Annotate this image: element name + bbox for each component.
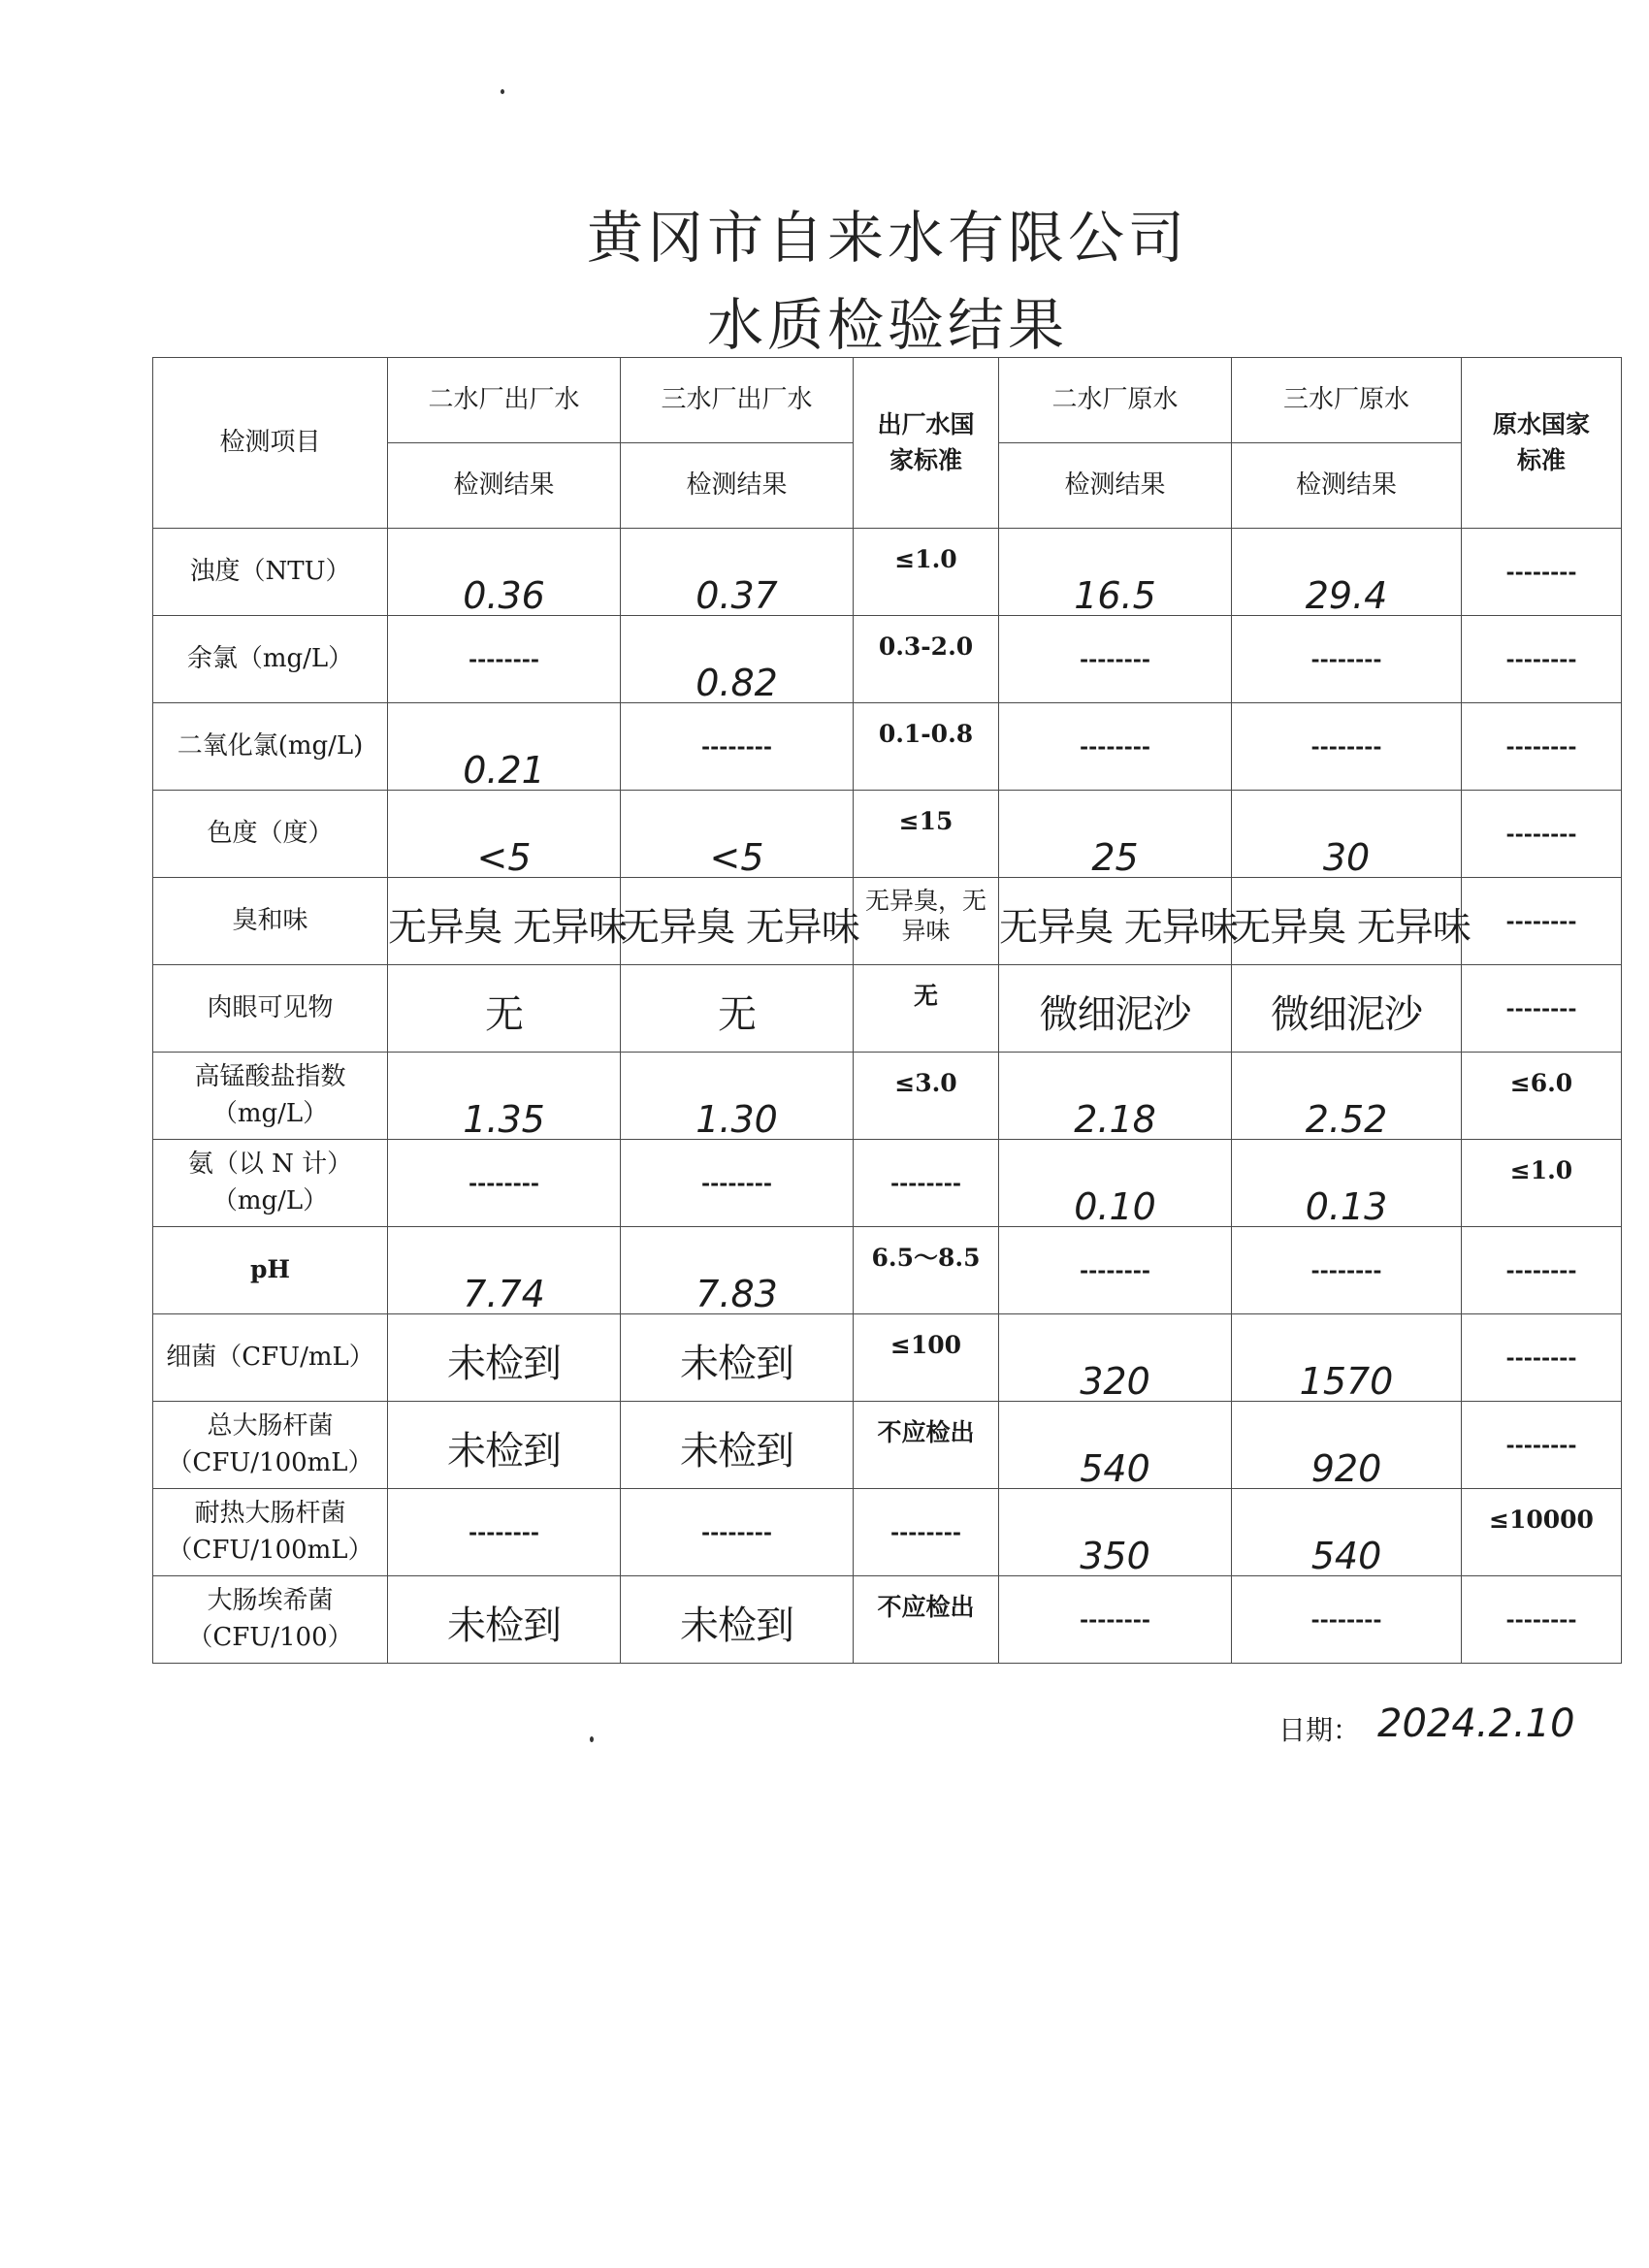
result-cell bbox=[1232, 1489, 1462, 1576]
value-cell bbox=[854, 1140, 999, 1227]
value-cell bbox=[621, 1140, 854, 1227]
table-row bbox=[153, 1576, 1622, 1664]
value-cell bbox=[1232, 616, 1462, 703]
water-quality-table bbox=[152, 357, 1622, 1664]
value-cell bbox=[621, 703, 854, 791]
result-cell bbox=[999, 965, 1232, 1053]
result-cell bbox=[388, 878, 627, 965]
standard-value: 不应检出 bbox=[877, 1418, 975, 1446]
result-cell bbox=[999, 529, 1232, 616]
result-cell bbox=[999, 1402, 1232, 1489]
value-cell bbox=[1462, 703, 1622, 791]
result-cell bbox=[388, 1053, 621, 1140]
handwritten-result: 未检到 bbox=[447, 1429, 561, 1474]
handwritten-result: 7.83 bbox=[695, 1273, 778, 1315]
result-cell bbox=[621, 1576, 854, 1664]
result-cell bbox=[999, 1053, 1232, 1140]
result-cell bbox=[621, 1314, 854, 1402]
handwritten-result: 0.13 bbox=[1305, 1185, 1388, 1228]
item-label-line: （mg/L） bbox=[211, 1185, 329, 1215]
handwritten-result: 540 bbox=[1080, 1447, 1150, 1490]
standard-cell bbox=[854, 1314, 999, 1402]
table-row bbox=[153, 616, 1622, 703]
value-cell bbox=[388, 616, 621, 703]
standard-value: 0.3-2.0 bbox=[878, 632, 974, 661]
standard-value: 6.5～8.5 bbox=[871, 1244, 981, 1272]
standard-cell bbox=[854, 1227, 999, 1314]
header-plant2-raw: 二水厂原水 bbox=[999, 358, 1232, 443]
report-subtitle: 水质检验结果 bbox=[706, 292, 1068, 358]
standard-cell bbox=[1462, 1140, 1622, 1227]
standard-cell bbox=[854, 529, 999, 616]
table-row bbox=[153, 791, 1622, 878]
standard-value: 0.1-0.8 bbox=[878, 720, 974, 748]
item-label-line: 浊度（NTU） bbox=[189, 556, 351, 586]
standard-cell bbox=[854, 878, 999, 965]
result-cell bbox=[999, 1489, 1232, 1576]
standard-cell bbox=[854, 616, 999, 703]
handwritten-result: 0.10 bbox=[1074, 1185, 1156, 1228]
standard-cell bbox=[854, 1402, 999, 1489]
result-cell bbox=[388, 529, 621, 616]
handwritten-result: <5 bbox=[476, 836, 532, 879]
handwritten-result: 未检到 bbox=[447, 1604, 561, 1648]
handwritten-result: 30 bbox=[1322, 836, 1371, 879]
empty-dash: -------- bbox=[1505, 1606, 1577, 1633]
header-out-standard: 出厂水国家标准 bbox=[854, 358, 999, 529]
handwritten-result: 920 bbox=[1310, 1447, 1382, 1490]
item-label bbox=[153, 965, 388, 1053]
handwritten-result: 320 bbox=[1080, 1360, 1150, 1403]
item-label bbox=[153, 1402, 388, 1489]
empty-dash: -------- bbox=[1505, 995, 1577, 1021]
item-label bbox=[153, 616, 388, 703]
value-cell bbox=[388, 1140, 621, 1227]
value-cell bbox=[1462, 878, 1622, 965]
item-label-line: 高锰酸盐指数 bbox=[194, 1061, 346, 1091]
value-cell bbox=[1462, 529, 1622, 616]
standard-value: 不应检出 bbox=[877, 1593, 975, 1621]
item-label-line: 大肠埃希菌 bbox=[207, 1585, 334, 1615]
empty-dash: -------- bbox=[1505, 908, 1577, 934]
value-cell bbox=[388, 1489, 621, 1576]
header-result: 检测结果 bbox=[621, 443, 854, 529]
result-cell bbox=[621, 1402, 854, 1489]
empty-dash: -------- bbox=[1505, 1345, 1577, 1371]
standard-value: ≤100 bbox=[889, 1331, 962, 1359]
empty-dash: -------- bbox=[1079, 1606, 1151, 1633]
result-cell bbox=[388, 1576, 621, 1664]
standard-value: ≤6.0 bbox=[1509, 1069, 1573, 1097]
date-value: 2024.2.10 bbox=[1377, 1701, 1575, 1746]
empty-dash: -------- bbox=[700, 1170, 773, 1196]
result-cell bbox=[1232, 878, 1471, 965]
handwritten-result: 0.21 bbox=[463, 749, 545, 792]
result-cell bbox=[388, 1227, 621, 1314]
empty-dash: -------- bbox=[1505, 559, 1577, 585]
table-row bbox=[153, 1402, 1622, 1489]
result-cell bbox=[621, 791, 854, 878]
result-cell bbox=[1232, 1314, 1462, 1402]
empty-dash: -------- bbox=[1505, 821, 1577, 847]
header-item: 检测项目 bbox=[153, 358, 388, 529]
result-cell bbox=[388, 791, 621, 878]
result-cell bbox=[621, 965, 854, 1053]
standard-cell bbox=[1462, 1053, 1622, 1140]
item-label-line: 二氧化氯(mg/L) bbox=[177, 730, 364, 761]
handwritten-result: 未检到 bbox=[680, 1604, 793, 1648]
item-label-line: 肉眼可见物 bbox=[207, 992, 334, 1022]
header-plant2-out: 二水厂出厂水 bbox=[388, 358, 621, 443]
result-cell bbox=[621, 529, 854, 616]
empty-dash: -------- bbox=[1310, 1257, 1382, 1283]
value-cell bbox=[999, 703, 1232, 791]
value-cell bbox=[1232, 1576, 1462, 1664]
table-row bbox=[153, 1314, 1622, 1402]
empty-dash: -------- bbox=[700, 1519, 773, 1545]
item-label-line: pH bbox=[249, 1255, 291, 1284]
item-label-line: 总大肠杆菌 bbox=[207, 1410, 334, 1441]
item-label bbox=[153, 703, 388, 791]
handwritten-result: 未检到 bbox=[680, 1342, 793, 1386]
result-cell bbox=[999, 1314, 1232, 1402]
item-label bbox=[153, 1140, 388, 1227]
value-cell bbox=[1462, 1314, 1622, 1402]
value-cell bbox=[1232, 703, 1462, 791]
item-label-line: 氨（以 N 计） bbox=[187, 1149, 353, 1179]
header-raw-standard: 原水国家标准 bbox=[1462, 358, 1622, 529]
table-body bbox=[153, 529, 1622, 1664]
handwritten-result: 0.36 bbox=[463, 574, 545, 617]
empty-dash: -------- bbox=[1310, 733, 1382, 760]
result-cell bbox=[388, 1402, 621, 1489]
table-row bbox=[153, 965, 1622, 1053]
empty-dash: -------- bbox=[700, 733, 773, 760]
handwritten-result: 1570 bbox=[1299, 1360, 1394, 1403]
handwritten-result: 无异臭 无异味 bbox=[1232, 905, 1471, 950]
handwritten-result: <5 bbox=[709, 836, 764, 879]
item-label-line: （CFU/100mL） bbox=[167, 1535, 373, 1565]
standard-value: ≤10000 bbox=[1489, 1506, 1594, 1534]
result-cell bbox=[1232, 1402, 1462, 1489]
result-cell bbox=[621, 1053, 854, 1140]
result-cell bbox=[621, 878, 859, 965]
value-cell bbox=[854, 1489, 999, 1576]
handwritten-result: 1.30 bbox=[695, 1098, 778, 1141]
handwritten-result: 无异臭 无异味 bbox=[388, 905, 627, 950]
item-label bbox=[153, 1053, 388, 1140]
empty-dash: -------- bbox=[889, 1170, 962, 1196]
empty-dash: -------- bbox=[1310, 646, 1382, 672]
handwritten-result: 未检到 bbox=[447, 1342, 561, 1386]
standard-cell bbox=[854, 1053, 999, 1140]
standard-value: ≤3.0 bbox=[894, 1069, 957, 1097]
empty-dash: -------- bbox=[1505, 1432, 1577, 1458]
value-cell bbox=[1232, 1227, 1462, 1314]
handwritten-result: 微细泥沙 bbox=[1039, 992, 1191, 1037]
result-cell bbox=[388, 703, 621, 791]
empty-dash: -------- bbox=[468, 646, 540, 672]
item-label bbox=[153, 1576, 388, 1664]
handwritten-result: 微细泥沙 bbox=[1271, 992, 1422, 1037]
empty-dash: -------- bbox=[1079, 646, 1151, 672]
value-cell bbox=[1462, 791, 1622, 878]
handwritten-result: 540 bbox=[1310, 1535, 1382, 1577]
result-cell bbox=[621, 1227, 854, 1314]
table-row bbox=[153, 1140, 1622, 1227]
standard-value: 无 bbox=[913, 982, 938, 1010]
empty-dash: -------- bbox=[1310, 1606, 1382, 1633]
result-cell bbox=[388, 1314, 621, 1402]
empty-dash: -------- bbox=[468, 1519, 540, 1545]
handwritten-result: 0.37 bbox=[695, 574, 778, 617]
value-cell bbox=[1462, 965, 1622, 1053]
value-cell bbox=[1462, 1402, 1622, 1489]
handwritten-result: 无 bbox=[718, 992, 756, 1037]
handwritten-result: 16.5 bbox=[1074, 574, 1156, 617]
table-row bbox=[153, 1227, 1622, 1314]
standard-cell bbox=[854, 965, 999, 1053]
value-cell bbox=[621, 1489, 854, 1576]
value-cell bbox=[999, 1227, 1232, 1314]
result-cell bbox=[621, 616, 854, 703]
result-cell bbox=[1232, 1140, 1462, 1227]
handwritten-result: 25 bbox=[1091, 836, 1139, 879]
header-result: 检测结果 bbox=[388, 443, 621, 529]
date-label: 日期： bbox=[1278, 1714, 1361, 1746]
handwritten-result: 无异臭 无异味 bbox=[621, 905, 859, 950]
result-cell bbox=[1232, 791, 1462, 878]
handwritten-result: 1.35 bbox=[463, 1098, 545, 1141]
result-cell bbox=[999, 1140, 1232, 1227]
item-label bbox=[153, 1227, 388, 1314]
result-cell bbox=[388, 965, 621, 1053]
header-result: 检测结果 bbox=[1232, 443, 1462, 529]
handwritten-result: 2.18 bbox=[1074, 1098, 1156, 1141]
item-label-line: （mg/L） bbox=[211, 1098, 329, 1128]
standard-cell bbox=[854, 1576, 999, 1664]
value-cell bbox=[999, 1576, 1232, 1664]
scan-speck bbox=[590, 1736, 594, 1742]
header-plant3-out: 三水厂出厂水 bbox=[621, 358, 854, 443]
handwritten-result: 无 bbox=[485, 992, 523, 1037]
item-label-line: （CFU/100mL） bbox=[167, 1447, 373, 1477]
handwritten-result: 0.82 bbox=[695, 662, 778, 704]
table-row bbox=[153, 529, 1622, 616]
item-label bbox=[153, 1314, 388, 1402]
handwritten-result: 未检到 bbox=[680, 1429, 793, 1474]
item-label-line: 细菌（CFU/mL） bbox=[166, 1342, 374, 1372]
company-title: 黄冈市自来水有限公司 bbox=[586, 205, 1188, 271]
handwritten-result: 2.52 bbox=[1305, 1098, 1388, 1141]
empty-dash: -------- bbox=[1079, 1257, 1151, 1283]
item-label-line: 余氯（mg/L） bbox=[186, 643, 354, 673]
item-label-line: （CFU/100） bbox=[187, 1622, 353, 1652]
value-cell bbox=[1462, 1227, 1622, 1314]
standard-cell bbox=[854, 703, 999, 791]
result-cell bbox=[1232, 965, 1462, 1053]
item-label bbox=[153, 878, 388, 965]
value-cell bbox=[1462, 616, 1622, 703]
empty-dash: -------- bbox=[1079, 733, 1151, 760]
standard-value: ≤1.0 bbox=[1509, 1156, 1573, 1184]
result-cell bbox=[999, 878, 1238, 965]
header-plant3-raw: 三水厂原水 bbox=[1232, 358, 1462, 443]
item-label-line: 耐热大肠杆菌 bbox=[194, 1498, 346, 1528]
empty-dash: -------- bbox=[1505, 733, 1577, 760]
item-label-line: 色度（度） bbox=[207, 818, 334, 848]
handwritten-result: 7.74 bbox=[463, 1273, 545, 1315]
scan-speck bbox=[501, 89, 504, 94]
item-label bbox=[153, 1489, 388, 1576]
standard-cell bbox=[854, 791, 999, 878]
header-result: 检测结果 bbox=[999, 443, 1232, 529]
handwritten-result: 29.4 bbox=[1305, 574, 1388, 617]
standard-value: ≤15 bbox=[898, 807, 954, 835]
item-label-line: 臭和味 bbox=[232, 905, 308, 935]
standard-cell bbox=[1462, 1489, 1622, 1576]
table-row bbox=[153, 1053, 1622, 1140]
item-label bbox=[153, 529, 388, 616]
empty-dash: -------- bbox=[889, 1519, 962, 1545]
standard-value: 无异臭，无异味 bbox=[864, 887, 986, 946]
empty-dash: -------- bbox=[1505, 1257, 1577, 1283]
standard-value: ≤1.0 bbox=[894, 545, 957, 573]
empty-dash: -------- bbox=[1505, 646, 1577, 672]
result-cell bbox=[1232, 529, 1462, 616]
table-row bbox=[153, 703, 1622, 791]
empty-dash: -------- bbox=[468, 1170, 540, 1196]
value-cell bbox=[999, 616, 1232, 703]
handwritten-result: 350 bbox=[1080, 1535, 1150, 1577]
handwritten-result: 无异臭 无异味 bbox=[999, 905, 1238, 950]
result-cell bbox=[999, 791, 1232, 878]
table-row bbox=[153, 878, 1622, 965]
result-cell bbox=[1232, 1053, 1462, 1140]
item-label bbox=[153, 791, 388, 878]
value-cell bbox=[1462, 1576, 1622, 1664]
table-row bbox=[153, 1489, 1622, 1576]
